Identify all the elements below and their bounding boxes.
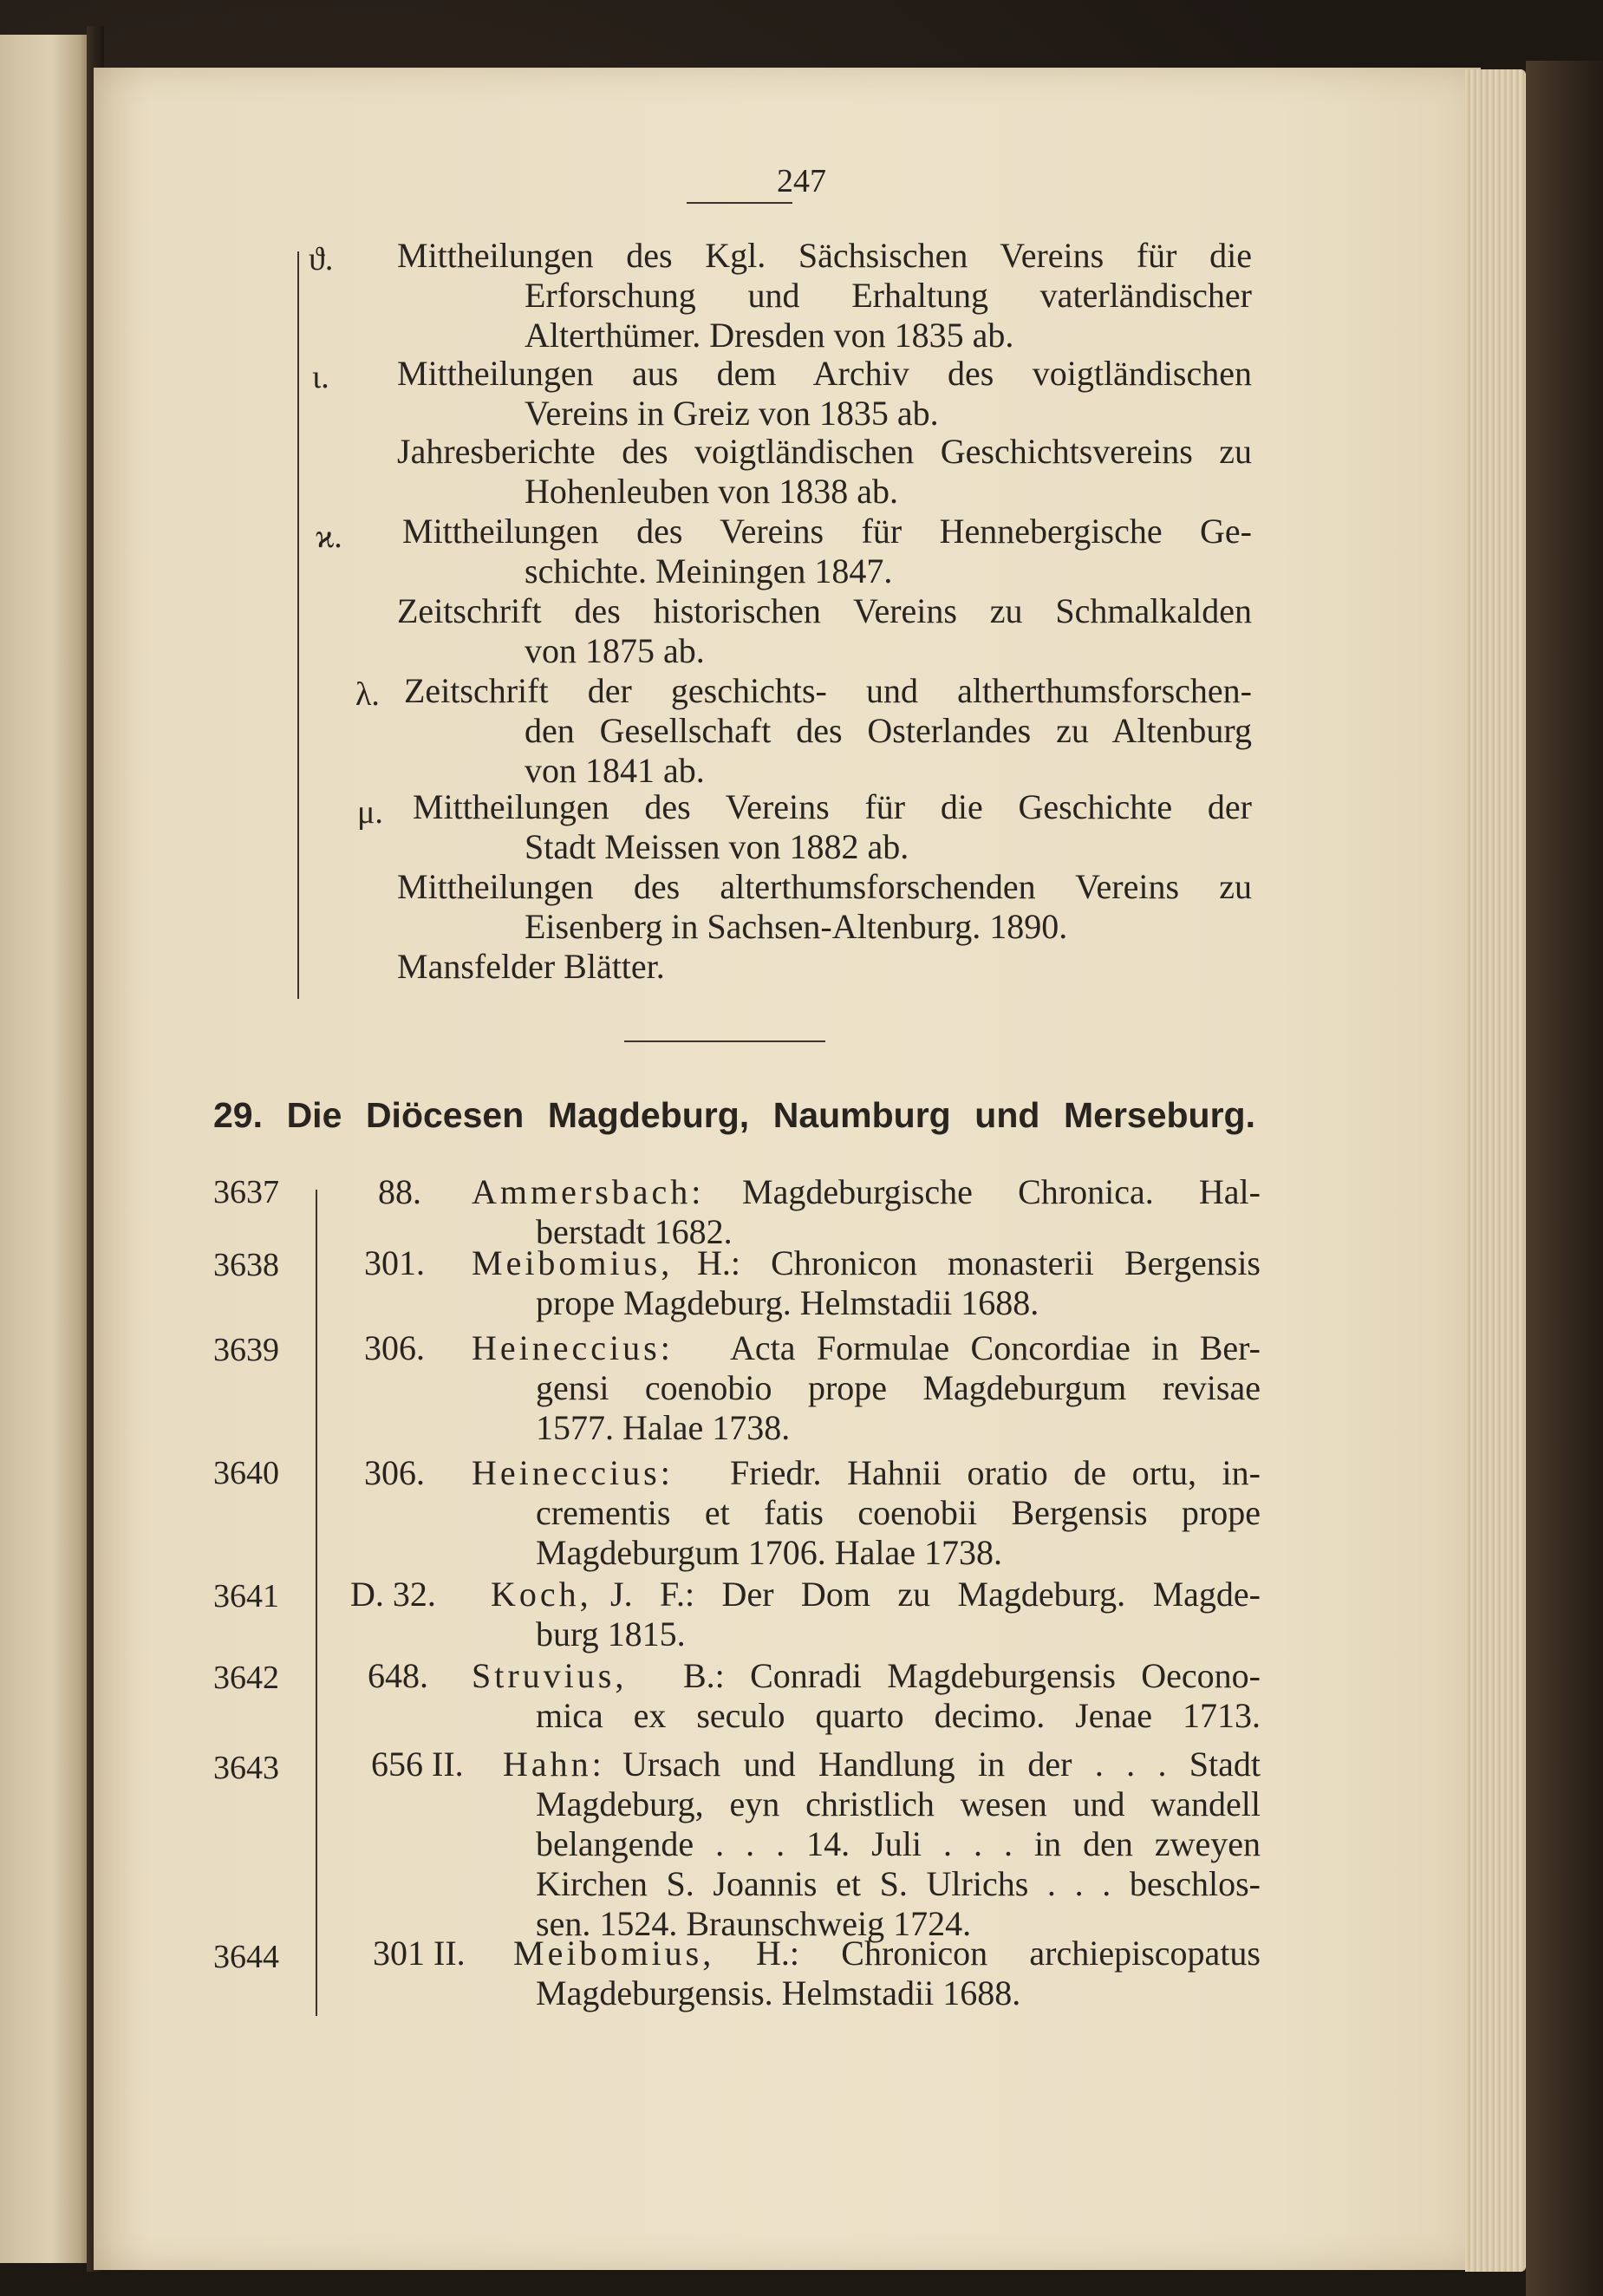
column-rule-bottom: [316, 1190, 317, 2016]
entry-line: H.: Chronicon monasterii Bergensis: [697, 1243, 1261, 1282]
entry-line: von 1875 ab.: [525, 631, 705, 670]
entry-line: Hohenleuben von 1838 ab.: [525, 472, 899, 511]
catalog-number: 3638: [213, 1247, 279, 1283]
entry-marker: λ.: [355, 676, 380, 713]
entry-line: prope Magdeburg. Helmstadii 1688.: [536, 1283, 1039, 1322]
catalog-number: 3641: [213, 1578, 279, 1614]
entry-marker: μ.: [357, 794, 383, 831]
section-number: 29.: [213, 1095, 263, 1135]
catalog-number: 3640: [213, 1455, 279, 1491]
entry-line: Stadt Meissen von 1882 ab.: [525, 827, 909, 866]
entry-line: H.: Chronicon archiepiscopatus: [756, 1934, 1261, 1973]
catalog-number: 3643: [213, 1750, 279, 1786]
shelf-mark: 306.: [364, 1328, 425, 1367]
entry-line: mica ex seculo quarto decimo. Jenae 1713.: [536, 1696, 1261, 1735]
entry-line: 1577. Halae 1738.: [536, 1408, 791, 1447]
entry-line: Mittheilungen des Vereins für Hennebergische Ge-: [402, 512, 1252, 551]
entry-line: Zeitschrift des historischen Vereins zu Schmalkalden: [397, 591, 1252, 630]
page-number-rule: [687, 202, 792, 204]
catalog-number: 3637: [213, 1174, 279, 1210]
entry-author: Meibomius,: [472, 1243, 674, 1282]
entry-line: belangende . . . 14. Juli . . . in den zweyen: [536, 1824, 1261, 1863]
entry-line: Zeitschrift der geschichts- und altherthumsforschen-: [404, 671, 1252, 710]
entry-line: Jahresberichte des voigtländischen Geschichtsvereins zu: [397, 432, 1252, 471]
entry-marker: ϰ.: [316, 519, 342, 555]
entry-author: Hahn:: [503, 1745, 605, 1784]
entry-line: Mansfelder Blätter.: [397, 947, 665, 986]
entry-author: Struvius,: [472, 1656, 628, 1695]
page-number: 247: [777, 163, 826, 199]
shelf-mark: 648.: [368, 1656, 428, 1695]
entry-line: Acta Formulae Concordiae in Ber-: [730, 1328, 1261, 1367]
entry-line: Mittheilungen des alterthumsforschenden Vereins zu: [397, 867, 1252, 906]
entry-line: Magdeburg, eyn christlich wesen und wandell: [536, 1784, 1261, 1823]
entry-line: Alterthümer. Dresden von 1835 ab.: [525, 316, 1014, 355]
entry-line: Mittheilungen des Kgl. Sächsischen Vereins für die: [397, 236, 1252, 275]
section-title: Die Diöcesen Magdeburg, Naumburg und Merseburg.: [286, 1095, 1255, 1135]
entry-marker: ι.: [312, 359, 329, 395]
entry-line: Mittheilungen des Vereins für die Geschichte der: [413, 787, 1252, 826]
left-page-edge: [0, 35, 94, 2263]
entry-line: J. F.: Der Dom zu Magdeburg. Magde-: [610, 1575, 1261, 1614]
entry-line: berstadt 1682.: [536, 1212, 733, 1251]
entry-line: Vereins in Greiz von 1835 ab.: [525, 394, 939, 433]
shelf-mark: D. 32.: [350, 1575, 436, 1614]
shelf-mark: 301.: [364, 1243, 425, 1282]
entry-line: Magdeburgische Chronica. Hal-: [742, 1172, 1261, 1211]
entry-author: Ammersbach:: [472, 1172, 705, 1211]
page-stack-edges: [1465, 69, 1526, 2272]
entry-line: schichte. Meiningen 1847.: [525, 551, 893, 590]
entry-line: Ursach und Handlung in der . . . Stadt: [622, 1745, 1261, 1784]
entry-line: Magdeburgensis. Helmstadii 1688.: [536, 1973, 1021, 2012]
entry-author: Heineccius:: [472, 1453, 674, 1492]
entry-line: von 1841 ab.: [525, 751, 705, 790]
entry-author: Koch,: [491, 1575, 592, 1614]
catalog-number: 3642: [213, 1660, 279, 1696]
shelf-mark: 656 II.: [371, 1745, 464, 1784]
section-heading: [213, 1094, 1255, 1136]
entry-author: Meibomius,: [513, 1934, 715, 1973]
entry-line: gensi coenobio prope Magdeburgum revisae: [536, 1368, 1261, 1407]
entry-line: Mittheilungen aus dem Archiv des voigtländischen: [397, 354, 1252, 393]
background-shadow: [1526, 61, 1603, 2296]
entry-author: Heineccius:: [472, 1328, 674, 1367]
entry-line: burg 1815.: [536, 1614, 686, 1654]
entry-line: sen. 1524. Braunschweig 1724.: [536, 1904, 972, 1943]
catalog-number: 3644: [213, 1939, 279, 1975]
entry-line: Kirchen S. Joannis et S. Ulrichs . . . beschlos-: [536, 1864, 1261, 1903]
column-rule-top: [297, 251, 299, 999]
entry-line: Friedr. Hahnii oratio de ortu, in-: [730, 1453, 1261, 1492]
entry-line: crementis et fatis coenobii Bergensis prope: [536, 1493, 1261, 1532]
catalog-number: 3639: [213, 1332, 279, 1368]
entry-line: B.: Conradi Magdeburgensis Oecono-: [683, 1656, 1261, 1695]
entry-line: Magdeburgum 1706. Halae 1738.: [536, 1533, 1003, 1572]
entry-line: Erforschung und Erhaltung vaterländischer: [525, 276, 1252, 315]
shelf-mark: 301 II.: [373, 1934, 466, 1973]
section-divider: [624, 1040, 825, 1042]
entry-line: Eisenberg in Sachsen-Altenburg. 1890.: [525, 907, 1068, 946]
entry-line: den Gesellschaft des Osterlandes zu Altenburg: [525, 711, 1252, 750]
entry-marker: ϑ.: [309, 241, 334, 277]
shelf-mark: 306.: [364, 1453, 425, 1492]
shelf-mark: 88.: [378, 1172, 421, 1211]
